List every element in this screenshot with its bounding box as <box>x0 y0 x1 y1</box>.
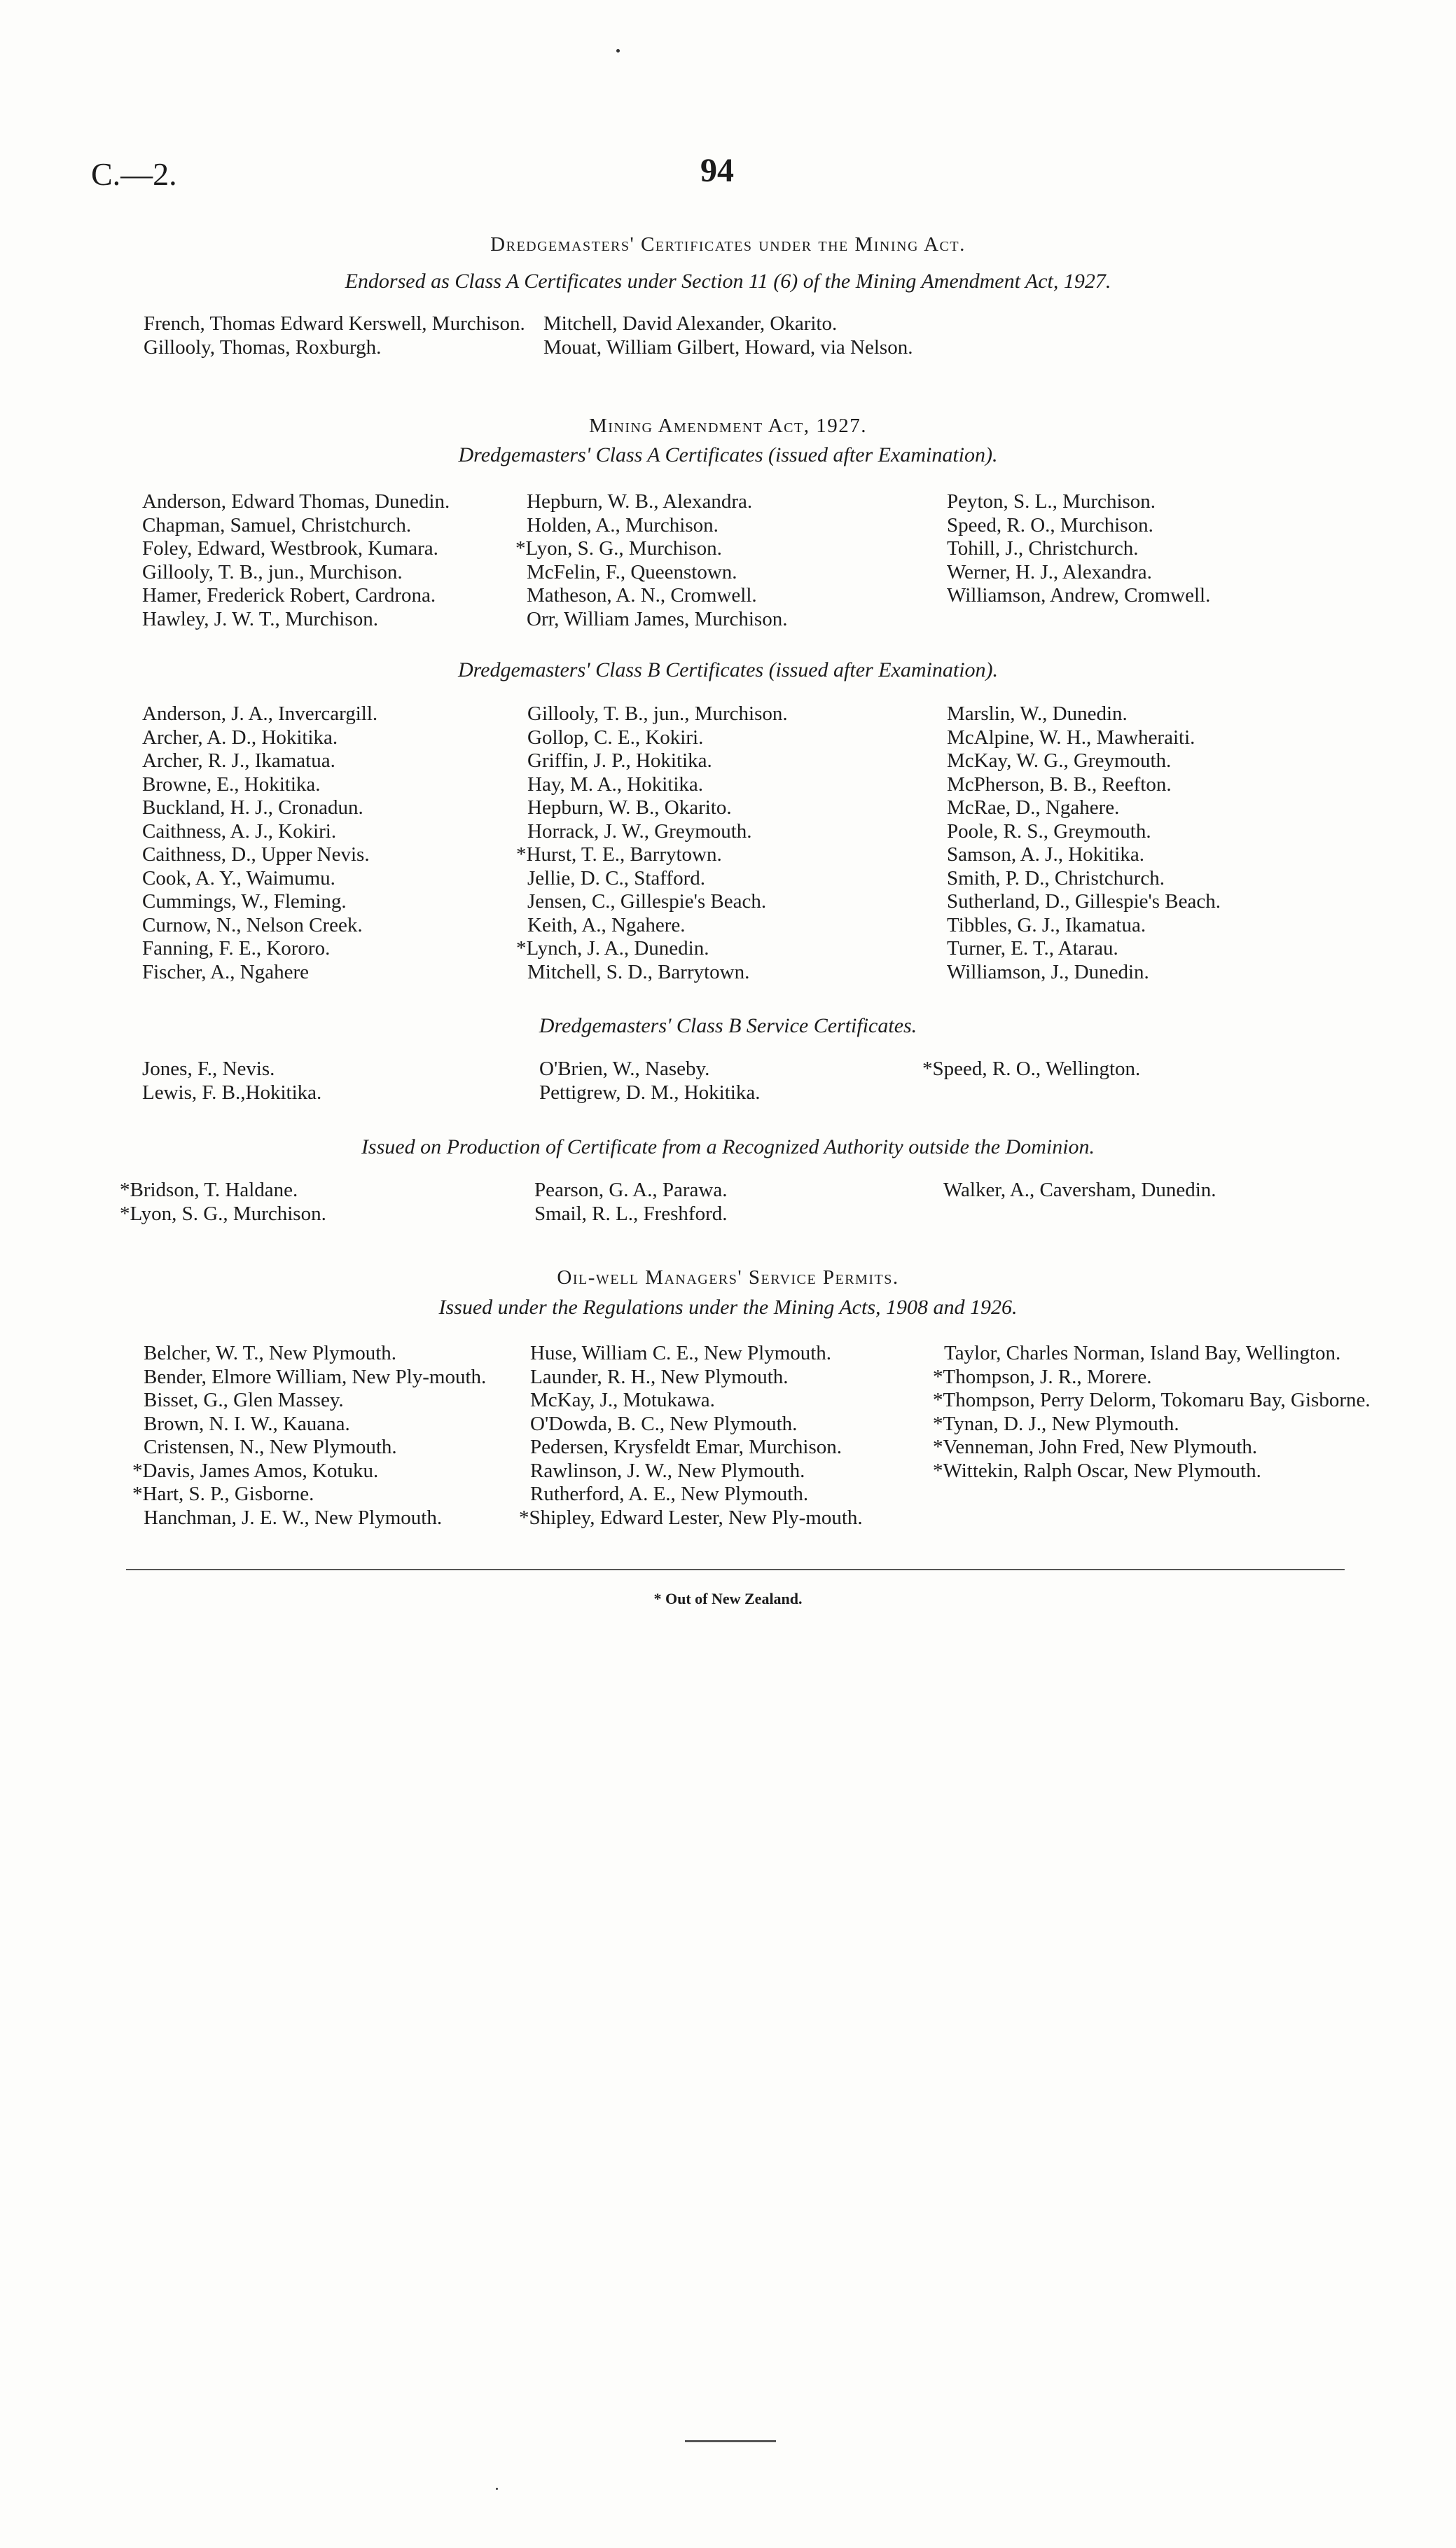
name-entry: Marslin, W., Dunedin. <box>947 702 1128 725</box>
name-column <box>534 1179 941 1226</box>
name-entry: Caithness, D., Upper Nevis. <box>142 843 370 866</box>
name-entry: Buckland, H. J., Cronadun. <box>142 796 363 819</box>
name-entry: Hawley, J. W. T., Murchison. <box>142 607 378 630</box>
name-entry: Caithness, A. J., Kokiri. <box>142 819 337 843</box>
name-entry: Gollop, C. E., Kokiri. <box>527 726 704 749</box>
name-entry: Hepburn, W. B., Okarito. <box>527 796 732 819</box>
name-column <box>922 1058 1368 1081</box>
name-entry: French, Thomas Edward Kerswell, Murchison. <box>144 312 525 335</box>
name-entry: Turner, E. T., Atarau. <box>947 937 1118 960</box>
name-entry: McFelin, F., Queenstown. <box>527 560 737 583</box>
name-column <box>142 702 534 984</box>
name-entry: Orr, William James, Murchison. <box>527 607 788 630</box>
page-number: 94 <box>700 152 734 189</box>
name-entry: Pettigrew, D. M., Hokitika. <box>539 1081 761 1104</box>
name-entry: Hay, M. A., Hokitika. <box>527 773 704 796</box>
name-entry: Hepburn, W. B., Alexandra. <box>527 490 753 513</box>
name-entry: Mitchell, David Alexander, Okarito. <box>543 312 838 335</box>
name-entry: Keith, A., Ngahere. <box>527 913 686 936</box>
name-entry: Werner, H. J., Alexandra. <box>947 560 1152 583</box>
name-entry: Griffin, J. P., Hokitika. <box>527 749 712 772</box>
name-entry: Rutherford, A. E., New Plymouth. <box>530 1483 809 1505</box>
name-entry: O'Brien, W., Naseby. <box>539 1058 710 1080</box>
name-entry: *Tynan, D. J., New Plymouth. <box>933 1412 1179 1435</box>
name-entry: Williamson, Andrew, Cromwell. <box>947 584 1211 607</box>
name-entry: *Davis, James Amos, Kotuku. <box>132 1459 379 1482</box>
name-entry: Archer, R. J., Ikamatua. <box>142 749 335 772</box>
name-entry: *Speed, R. O., Wellington. <box>922 1058 1141 1080</box>
name-entry: Jones, F., Nevis. <box>142 1058 275 1080</box>
footnote-rule <box>126 1569 1345 1570</box>
name-entry: *Lyon, S. G., Murchison. <box>515 537 722 560</box>
section-subheading-class-a: Dredgemasters' Class A Certificates (issued after Examination). <box>458 443 998 466</box>
name-entry: Browne, E., Hokitika. <box>142 773 321 796</box>
name-entry: Bender, Elmore William, New Ply-mouth. <box>144 1365 487 1388</box>
name-column <box>519 1342 943 1530</box>
footnote: * Out of New Zealand. <box>653 1590 803 1607</box>
name-entry: Archer, A. D., Hokitika. <box>142 726 338 749</box>
name-entry: Jellie, D. C., Stafford. <box>527 866 705 889</box>
section-subheading-class-b-service: Dredgemasters' Class B Service Certificates. <box>539 1014 917 1037</box>
name-column <box>142 490 534 631</box>
name-column <box>515 490 933 631</box>
name-entry: Hanchman, J. E. W., New Plymouth. <box>144 1506 443 1529</box>
name-entry: Fanning, F. E., Kororo. <box>142 937 331 960</box>
section-heading-oil-well: Oil-well Managers' Service Permits. <box>557 1266 899 1289</box>
name-entry: Sutherland, D., Gillespie's Beach. <box>947 890 1221 913</box>
name-entry: Pedersen, Krysfeldt Emar, Murchison. <box>530 1436 843 1458</box>
name-column <box>144 312 536 359</box>
name-entry: Walker, A., Caversham, Dunedin. <box>943 1179 1216 1201</box>
name-entry: *Thompson, Perry Delorm, Tokomaru Bay, Gisborne. <box>933 1389 1371 1411</box>
name-entry: *Thompson, J. R., Morere. <box>933 1365 1152 1388</box>
name-column <box>947 702 1381 984</box>
name-entry: Tibbles, G. J., Ikamatua. <box>947 913 1146 936</box>
name-entry: Cristensen, N., New Plymouth. <box>144 1436 397 1458</box>
document-reference: C.—2. <box>91 156 177 192</box>
name-entry: Anderson, Edward Thomas, Dunedin. <box>142 490 450 513</box>
name-entry: Matheson, A. N., Cromwell. <box>527 584 757 607</box>
name-column <box>943 1179 1378 1203</box>
name-entry: Smail, R. L., Freshford. <box>534 1202 728 1225</box>
name-entry: Huse, William C. E., New Plymouth. <box>530 1342 832 1364</box>
name-entry: *Lyon, S. G., Murchison. <box>120 1202 326 1225</box>
name-entry: McPherson, B. B., Reefton. <box>947 773 1172 796</box>
name-column <box>947 490 1367 608</box>
name-entry: *Wittekin, Ralph Oscar, New Plymouth. <box>933 1459 1261 1482</box>
name-entry: *Venneman, John Fred, New Plymouth. <box>933 1436 1258 1458</box>
name-entry: Gillooly, Thomas, Roxburgh. <box>144 335 382 359</box>
name-column <box>933 1342 1378 1483</box>
name-entry: Curnow, N., Nelson Creek. <box>142 913 363 936</box>
name-entry: Samson, A. J., Hokitika. <box>947 843 1144 866</box>
speck <box>616 49 620 53</box>
name-entry: McRae, D., Ngahere. <box>947 796 1120 819</box>
name-entry: McKay, W. G., Greymouth. <box>947 749 1172 772</box>
name-column <box>516 702 934 984</box>
name-entry: Belcher, W. T., New Plymouth. <box>144 1342 397 1364</box>
name-entry: Speed, R. O., Murchison. <box>947 513 1153 536</box>
name-entry: Launder, R. H., New Plymouth. <box>530 1365 789 1388</box>
name-entry: Tohill, J., Christchurch. <box>947 537 1139 560</box>
name-column <box>539 1058 945 1105</box>
name-entry: Bisset, G., Glen Massey. <box>144 1389 344 1411</box>
name-entry: Smith, P. D., Christchurch. <box>947 866 1165 889</box>
name-entry: *Hart, S. P., Gisborne. <box>132 1483 314 1505</box>
speck <box>496 2488 498 2490</box>
name-entry: Poole, R. S., Greymouth. <box>947 819 1151 843</box>
name-column <box>120 1179 523 1226</box>
name-entry: *Lynch, J. A., Dunedin. <box>516 937 709 960</box>
name-entry: Gillooly, T. B., jun., Murchison. <box>527 702 788 725</box>
name-column <box>142 1058 534 1105</box>
name-entry: Cook, A. Y., Waimumu. <box>142 866 335 889</box>
name-entry: Taylor, Charles Norman, Island Bay, Wellington. <box>944 1342 1341 1364</box>
name-entry: Mouat, William Gilbert, Howard, via Nelson. <box>543 335 913 359</box>
name-entry: Mitchell, S. D., Barrytown. <box>527 960 750 983</box>
name-entry: *Hurst, T. E., Barrytown. <box>516 843 722 866</box>
name-entry: Anderson, J. A., Invercargill. <box>142 702 378 725</box>
name-entry: Hamer, Frederick Robert, Cardrona. <box>142 584 436 607</box>
name-entry: Holden, A., Murchison. <box>527 513 719 536</box>
section-subheading-recognized-authority: Issued on Production of Certificate from a Recognized Authority outside the Dominion. <box>361 1135 1095 1158</box>
section-heading-mining-amendment: Mining Amendment Act, 1927. <box>589 415 867 437</box>
section-subheading-endorsed: Endorsed as Class A Certificates under Section 11 (6) of the Mining Amendment Act, 1927. <box>345 270 1111 293</box>
name-entry: O'Dowda, B. C., New Plymouth. <box>530 1412 798 1435</box>
name-entry: Pearson, G. A., Parawa. <box>534 1179 728 1201</box>
name-entry: *Shipley, Edward Lester, New Ply-mouth. <box>519 1506 863 1529</box>
name-entry: Foley, Edward, Westbrook, Kumara. <box>142 537 438 560</box>
name-entry: McAlpine, W. H., Mawheraiti. <box>947 726 1195 749</box>
section-subheading-oil-well: Issued under the Regulations under the Mining Acts, 1908 and 1926. <box>438 1296 1018 1319</box>
name-column <box>132 1342 536 1530</box>
section-heading-dredgemasters: Dredgemasters' Certificates under the Mining Act. <box>490 233 966 256</box>
section-subheading-class-b: Dredgemasters' Class B Certificates (issued after Examination). <box>457 658 999 681</box>
name-entry: Brown, N. I. W., Kauana. <box>144 1412 350 1435</box>
name-column <box>543 312 936 359</box>
name-entry: Peyton, S. L., Murchison. <box>947 490 1156 513</box>
name-entry: Lewis, F. B.,Hokitika. <box>142 1081 322 1104</box>
end-rule <box>685 2440 776 2442</box>
name-entry: Fischer, A., Ngahere <box>142 960 310 983</box>
name-entry: Rawlinson, J. W., New Plymouth. <box>530 1459 805 1482</box>
name-entry: *Bridson, T. Haldane. <box>120 1179 298 1201</box>
name-entry: Horrack, J. W., Greymouth. <box>527 819 752 843</box>
name-entry: Williamson, J., Dunedin. <box>947 960 1149 983</box>
name-entry: Cummings, W., Fleming. <box>142 890 347 913</box>
name-entry: Chapman, Samuel, Christchurch. <box>142 513 412 536</box>
name-entry: McKay, J., Motukawa. <box>530 1389 715 1411</box>
name-entry: Gillooly, T. B., jun., Murchison. <box>142 560 403 583</box>
name-entry: Jensen, C., Gillespie's Beach. <box>527 890 767 913</box>
